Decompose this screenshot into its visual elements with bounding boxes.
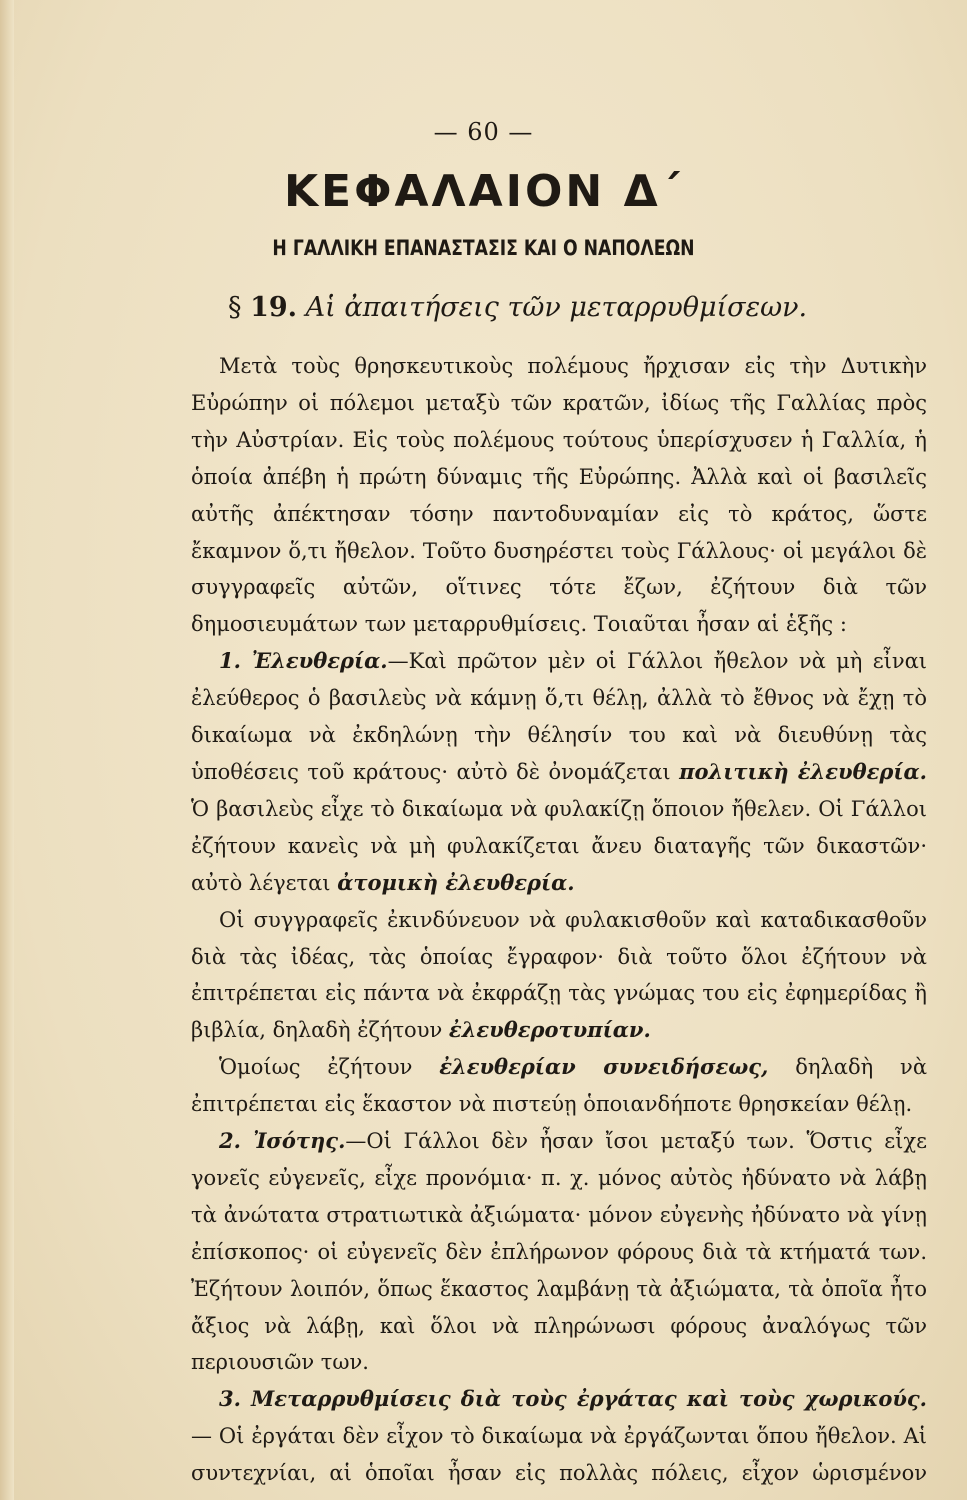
equality-text: —Οἱ Γάλλοι δὲν ἦσαν ἴσοι μεταξύ των. Ὅστις εἶχε γονεῖς εὐγενεῖς, εἶχε προνόμια· π. χ. μόνος αὐτὸς ἠδύνατο νὰ λάβῃ τὰ ἀνώτατα στρατιωτικὰ ἀξιώματα· μόνον εὐγενὴς ἠδύνατο νὰ γίνῃ ἐπίσκοπος· οἱ εὐγενεῖς δὲν ἐπλήρωνον φόρους διὰ τὰ κτήματά των. Ἐζήτουν λοιπόν, ὅπως ἕκαστος λαμβάνῃ τὰ ἀξιώματα, τὰ ὁποῖα ἦτο ἄξιος νὰ λάβῃ, καὶ ὅλοι νὰ πληρώνωσι φόρους ἀναλόγως τῶν περιουσιῶν των. bbox=[191, 1129, 927, 1375]
press-text: Οἱ συγγραφεῖς ἐκινδύνευον νὰ φυλακισθοῦν καὶ καταδικασθοῦν διὰ τὰς ἰδέας, τὰς ὁποίας ἔγραφον· διὰ τοῦτο ὅλοι ἐζήτουν νὰ ἐπιτρέπεται εἰς πάντα νὰ ἐκφράζῃ τὰς γνώμας του εἰς ἐφημερίδας ἢ βιβλία, δηλαδὴ ἐζήτουν bbox=[191, 907, 927, 1043]
freedom-text-b: Ὁ βασιλεὺς εἶχε τὸ δικαίωμα νὰ φυλακίζῃ ὅποιον ἤθελεν. Οἱ Γάλλοι ἐζήτουν κανεὶς νὰ μὴ φυλακίζεται ἄνευ διαταγῆς τῶν δικαστῶν· αὐτὸ λέγεται bbox=[191, 796, 927, 895]
conscience-text-a: Ὁμοίως ἐζήτουν bbox=[219, 1055, 413, 1080]
section-title: Αἱ ἀπαιτήσεις τῶν μεταρρυθμίσεων. bbox=[305, 292, 808, 323]
body-text bbox=[191, 348, 927, 1492]
freedom-text-a: —Καὶ πρῶτον μὲν οἱ Γάλλοι ἤθελον νὰ μὴ εἶναι ἐλεύθερος ὁ βασιλεὺς νὰ κάμνῃ ὅ,τι θέλῃ, ἀλλὰ τὸ ἔθνος νὰ ἔχῃ τὸ δικαίωμα νὰ ἐκδηλώνῃ τὴν θέλησίν του καὶ νὰ διευθύνῃ τὰς ὑποθέσεις τοῦ κράτους· αὐτὸ δὲ ὀνομάζεται bbox=[191, 649, 928, 784]
freedom-label: 1. Ἐλευθερία. bbox=[219, 648, 388, 674]
personal-freedom-term: ἀτομικὴ ἐλευθερία. bbox=[337, 869, 575, 895]
chapter-title: ΚΕΦΑΛΑΙΟΝ Δ΄ bbox=[283, 166, 684, 217]
press-freedom-term: ἐλευθεροτυπίαν. bbox=[448, 1017, 651, 1043]
paragraph-intro: Μετὰ τοὺς θρησκευτικοὺς πολέμους ἤρχισαν εἰς τὴν Δυτικὴν Εὐρώπην οἱ πόλεμοι μεταξὺ τῶν κρατῶν, ἰδίως τῆς Γαλλίας πρὸς τὴν Αὐστρίαν. Εἰς τοὺς πολέμους τούτους ὑπερίσχυσεν ἡ Γαλλία, ἡ ὁποία ἀπέβη ἡ πρώτη δύναμις τῆς Εὐρώπης. Ἀλλὰ καὶ οἱ βασιλεῖς αὐτῆς ἀπέκτησαν τόσην παντοδυναμίαν εἰς τὸ κράτος, ὥστε ἔκαμνον ὅ,τι ἤθελον. Τοῦτο δυσηρέστει τοὺς Γάλλους· οἱ μεγάλοι δὲ συγγραφεῖς αὐτῶν, οἵτινες τότε ἔζων, ἐζήτουν διὰ τῶν δημοσιευμάτων των μεταρρυθμίσεις. Τοιαῦται ἦσαν αἱ ἑξῆς : bbox=[191, 354, 927, 637]
section-symbol: § bbox=[228, 292, 242, 323]
chapter-subtitle: Η ΓΑΛΛΙΚΗ ΕΠΑΝΑΣΤΑΣΙΣ ΚΑΙ Ο ΝΑΠΟΛΕΩΝ bbox=[272, 236, 695, 260]
paragraph-equality bbox=[191, 1123, 927, 1381]
section-number: 19. bbox=[250, 292, 298, 323]
conscience-term: ἐλευθερίαν συνειδήσεως, bbox=[439, 1054, 769, 1080]
paragraph-freedom bbox=[191, 643, 927, 901]
reforms-text: — Οἱ ἐργάται δὲν εἶχον τὸ δικαίωμα νὰ ἐργάζωνται ὅπου ἤθελον. Αἱ συντεχνίαι, αἱ ὁποῖαι ἦσαν εἰς πολλὰς πόλεις, εἶχον ὡρισμένον bbox=[191, 1424, 927, 1486]
page-number: — 60 — bbox=[433, 118, 534, 146]
equality-label: 2. Ἰσότης. bbox=[219, 1128, 346, 1154]
paragraph-press bbox=[191, 902, 927, 1050]
paragraph-reforms bbox=[191, 1381, 927, 1492]
paragraph-conscience bbox=[191, 1049, 927, 1123]
section-heading bbox=[228, 292, 807, 323]
political-freedom-term: πολιτικὴ ἐλευθερία. bbox=[679, 758, 927, 784]
book-spine-shadow bbox=[0, 0, 14, 1500]
reforms-label: 3. Μεταρρυθμίσεις διὰ τοὺς ἐργάτας καὶ τοὺς χωρικούς. bbox=[219, 1386, 927, 1412]
conscience-text-b: δηλαδὴ νὰ ἐπιτρέπεται εἰς ἕκαστον νὰ πιστεύῃ ὁποιανδήποτε θρησκείαν θέλῃ. bbox=[191, 1055, 927, 1117]
